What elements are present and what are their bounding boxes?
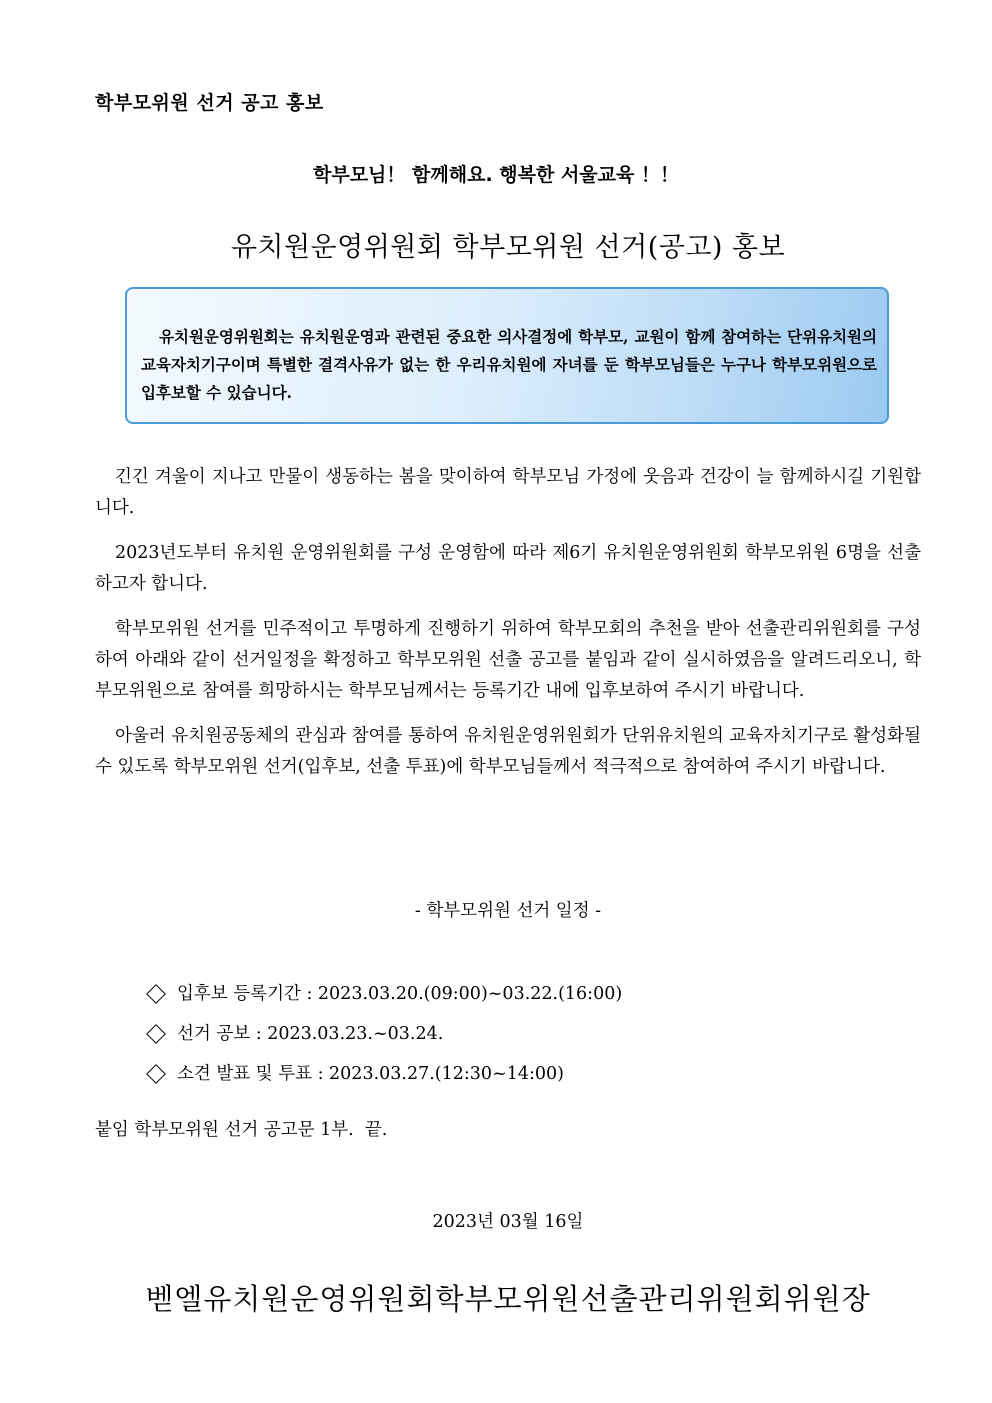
diamond-icon: [146, 984, 166, 1004]
schedule-item-text: 선거 공보 : 2023.03.23.~03.24.: [177, 1024, 444, 1044]
header-label: 학부모위원 선거 공고 홍보: [95, 92, 324, 114]
document-date: 2023년 03월 16일: [432, 1212, 584, 1232]
info-box: [125, 287, 889, 424]
diamond-icon: [146, 1064, 166, 1084]
schedule-item-text: 입후보 등록기간 : 2023.03.20.(09:00)~03.22.(16:00): [177, 984, 623, 1004]
paragraph: 학부모위원 선거를 민주적이고 투명하게 진행하기 위하여 학부모회의 추천을 받아 선출관리위원회를 구성하여 아래와 같이 선거일정을 확정하고 학부모위원 선출 공고를 붙임과 같이 실시하였음을 알려드리오니, 학부모위원으로 참여를 희망하시는 학부모님께서는 등록기간 내에 입후보하여 주시기 바랍니다.: [95, 619, 921, 701]
diamond-icon: [146, 1024, 166, 1044]
schedule-item: [145, 974, 622, 1014]
info-box-text: 유치원운영위원회는 유치원운영과 관련된 중요한 의사결정에 학부모, 교원이 함께 참여하는 단위유치원의 교육자치기구이며 특별한 결격사유가 없는 한 우리유치원에 자녀를 둔 학부모님들은 누구나 학부모위원으로 입후보할 수 있습니다.: [141, 327, 877, 402]
slogan: 학부모님！ 함께해요. 행복한 서울교육 ！！: [313, 164, 679, 186]
paragraph: 아울러 유치원공동체의 관심과 참여를 통하여 유치원운영위원회가 단위유치원의 교육자치기구로 활성화될 수 있도록 학부모위원 선거(입후보, 선출 투표)에 학부모님들께서 적극적으로 참여하여 주시기 바랍니다.: [95, 726, 921, 777]
schedule-item-text: 소견 발표 및 투표 : 2023.03.27.(12:30~14:00): [177, 1064, 564, 1084]
schedule-item: [145, 1054, 622, 1094]
attachment-note: 붙임 학부모위원 선거 공고문 1부. 끝.: [95, 1120, 388, 1140]
schedule-list: [145, 974, 622, 1094]
body-text: [95, 462, 921, 797]
paragraph: 긴긴 겨울이 지나고 만물이 생동하는 봄을 맞이하여 학부모님 가정에 웃음과 건강이 늘 함께하시길 기원합니다.: [95, 467, 921, 518]
schedule-item: [145, 1014, 622, 1054]
schedule-title: - 학부모위원 선거 일정 -: [414, 901, 602, 921]
paragraph: 2023년도부터 유치원 운영위원회를 구성 운영함에 따라 제6기 유치원운영위원회 학부모위원 6명을 선출하고자 합니다.: [95, 543, 921, 594]
signature: 벧엘유치원운영위원회학부모위원선출관리위원회위원장: [145, 1282, 871, 1316]
page-title: 유치원운영위원회 학부모위원 선거(공고) 홍보: [230, 232, 786, 263]
